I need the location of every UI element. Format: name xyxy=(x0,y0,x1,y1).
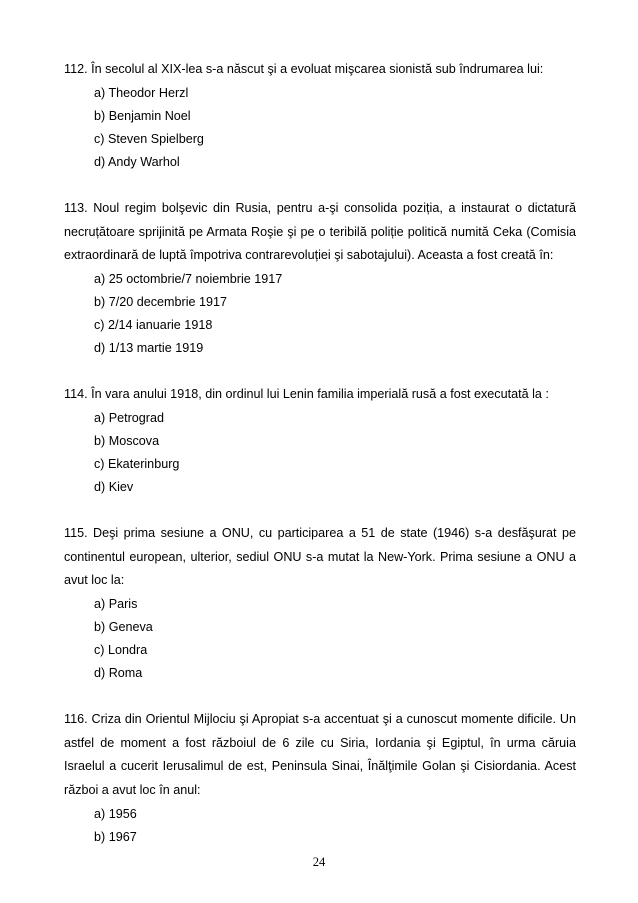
question-113 xyxy=(64,197,576,360)
answer-option: a) Paris xyxy=(94,596,138,611)
answer-option: c) Steven Spielberg xyxy=(94,131,204,146)
question-text: 115. Deşi prima sesiune a ONU, cu participarea a 51 de state (1946) s-a desfăşurat pe continentul european, ulterior, sediul ONU s-a mutat la New-York. Prima sesiune a ONU a avut loc la: xyxy=(64,526,576,588)
answer-option: c) Londra xyxy=(94,643,148,658)
question-spacer xyxy=(64,174,576,197)
answer-option: b) 1967 xyxy=(94,829,137,844)
answer-options xyxy=(64,82,576,174)
question-text: 116. Criza din Orientul Mijlociu şi Apropiat s-a accentuat şi a cunoscut momente dificile. Un astfel de moment a fost războiul de 6 zile cu Siria, Iordania şi Egiptul, în urma căruia Israelul a cucerit Ierusalimul de est, Peninsula Sinai, Înălţimile Golan şi Cisiordania. Acest război a avut loc în anul: xyxy=(64,712,576,798)
answer-option: d) 1/13 martie 1919 xyxy=(94,341,204,356)
question-text: 113. Noul regim bolşevic din Rusia, pentru a-şi consolida poziția, a instaurat o dictatură necruțătoare sprijinită pe Armata Roşie şi pe o teribilă poliție politică numită Ceka (Comisia extraordinară de luptă împotriva contrarevoluției şi sabotajului). Aceasta a fost creată în: xyxy=(64,200,576,263)
question-text: 114. În vara anului 1918, din ordinul lui Lenin familia imperială rusă a fost executată la : xyxy=(64,387,549,402)
answer-option: b) Geneva xyxy=(94,619,153,634)
answer-options xyxy=(64,407,576,499)
answer-option: d) Kiev xyxy=(94,480,134,494)
answer-option: b) Moscova xyxy=(94,433,160,448)
question-116 xyxy=(64,708,576,849)
answer-options xyxy=(64,268,576,360)
question-115 xyxy=(64,522,576,685)
answer-option: c) Ekaterinburg xyxy=(94,456,180,471)
answer-option: a) Petrograd xyxy=(94,410,165,425)
answer-option: b) Benjamin Noel xyxy=(94,108,191,123)
answer-option: a) 1956 xyxy=(94,806,137,821)
answer-option: c) 2/14 ianuarie 1918 xyxy=(94,317,213,332)
answer-options xyxy=(64,593,576,685)
answer-option: d) Andy Warhol xyxy=(94,154,180,169)
answer-option: d) Roma xyxy=(94,666,143,681)
question-112 xyxy=(64,58,576,174)
question-text: 112. În secolul al XIX-lea s-a născut şi a evoluat mişcarea sionistă sub îndrumarea lui: xyxy=(64,62,544,76)
answer-option: a) Theodor Herzl xyxy=(94,85,189,100)
question-spacer xyxy=(64,360,576,383)
question-114 xyxy=(64,383,576,499)
answer-options xyxy=(64,803,576,849)
answer-option: b) 7/20 decembrie 1917 xyxy=(94,294,228,309)
document-page xyxy=(64,58,576,849)
question-spacer xyxy=(64,685,576,708)
question-spacer xyxy=(64,499,576,522)
answer-option: a) 25 octombrie/7 noiembrie 1917 xyxy=(94,271,283,286)
page-number: 24 xyxy=(312,855,326,869)
